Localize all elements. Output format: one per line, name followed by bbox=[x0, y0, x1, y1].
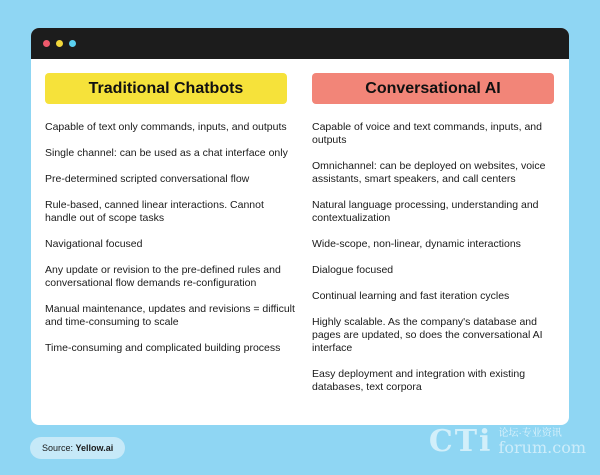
conversational-column bbox=[312, 73, 564, 394]
conversational-item: Dialogue focused bbox=[312, 264, 394, 276]
traditional-item: Navigational focused bbox=[45, 238, 143, 250]
traditional-header: Traditional Chatbots bbox=[45, 73, 287, 104]
traditional-item: Rule-based, canned linear interactions. Cannot handle out of scope tasks bbox=[45, 199, 264, 224]
traditional-item: Manual maintenance, updates and revisions = difficult and time-consuming to scale bbox=[45, 303, 295, 328]
watermark-sub: forum.com bbox=[498, 437, 586, 457]
watermark-logo: CTi bbox=[428, 424, 493, 459]
conversational-header: Conversational AI bbox=[312, 73, 554, 104]
conversational-item: Highly scalable. As the company's database and pages are updated, so does the conversational AI interface bbox=[312, 316, 543, 354]
yellow-dot-icon bbox=[56, 40, 63, 47]
blue-dot-icon bbox=[69, 40, 76, 47]
watermark-text bbox=[498, 428, 586, 456]
conversational-item: Natural language processing, understanding and contextualization bbox=[312, 199, 539, 224]
traditional-item: Pre-determined scripted conversational flow bbox=[45, 173, 250, 185]
conversational-item: Omnichannel: can be deployed on websites, voice assistants, smart speakers, and call centers bbox=[312, 160, 546, 185]
conversational-item: Continual learning and fast iteration cycles bbox=[312, 290, 510, 302]
conversational-item: Capable of voice and text commands, inputs, and outputs bbox=[312, 121, 542, 146]
source-badge bbox=[30, 437, 125, 459]
traditional-item: Time-consuming and complicated building process bbox=[45, 342, 281, 354]
watermark-tagline: 论坛·专业资讯 bbox=[498, 427, 562, 439]
source-label: Source: bbox=[42, 443, 74, 453]
traditional-item: Any update or revision to the pre-defined rules and conversational flow demands re-configuration bbox=[45, 264, 281, 289]
traditional-column bbox=[45, 73, 295, 355]
traditional-item: Capable of text only commands, inputs, and outputs bbox=[45, 121, 287, 133]
conversational-item: Wide-scope, non-linear, dynamic interactions bbox=[312, 238, 521, 250]
watermark bbox=[429, 424, 586, 459]
traditional-item: Single channel: can be used as a chat interface only bbox=[45, 147, 288, 159]
comparison-window bbox=[31, 28, 569, 425]
conversational-item: Easy deployment and integration with existing databases, text corpora bbox=[312, 368, 526, 393]
red-dot-icon bbox=[43, 40, 50, 47]
window-titlebar bbox=[31, 28, 569, 59]
source-value: Yellow.ai bbox=[75, 443, 114, 453]
